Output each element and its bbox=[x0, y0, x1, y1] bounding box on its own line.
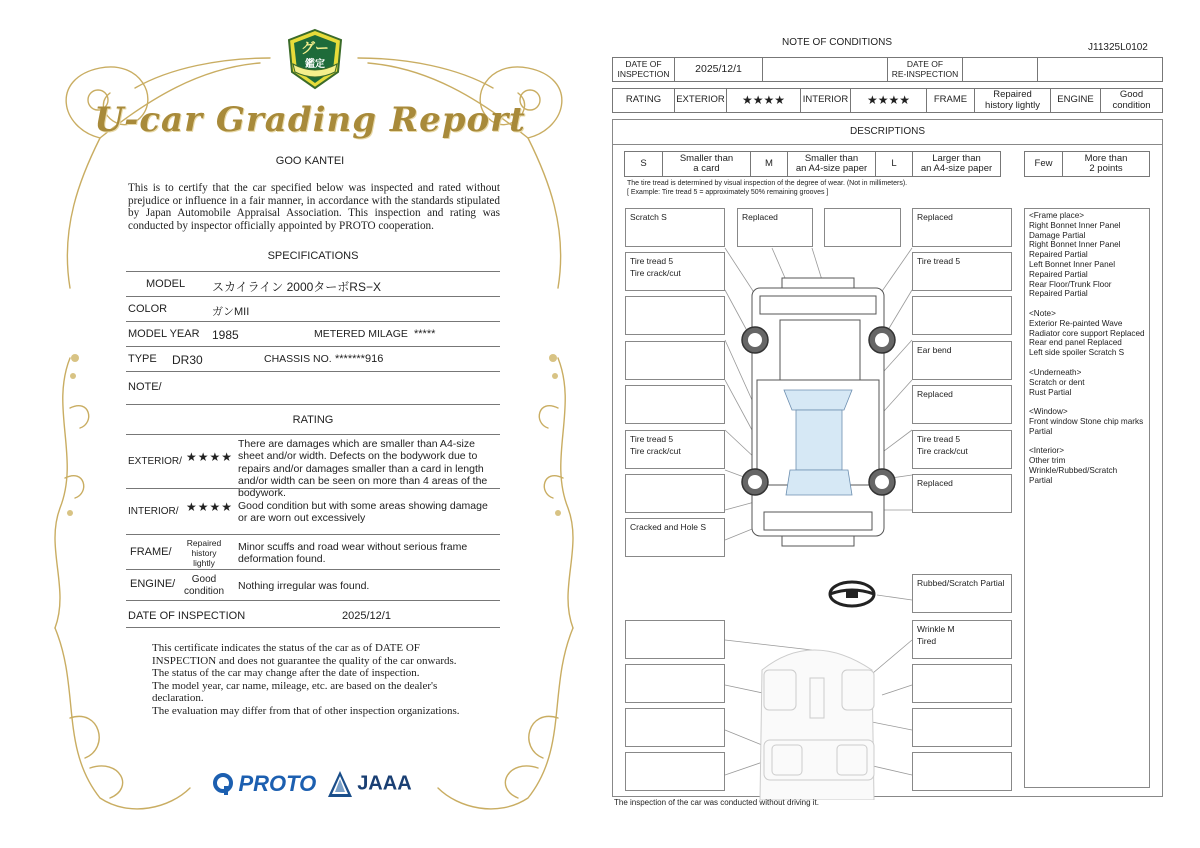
engine-description: Nothing irregular was found. bbox=[238, 580, 370, 592]
legend-line: an A4-size paper bbox=[795, 163, 868, 174]
jaaa-logo-icon bbox=[327, 770, 353, 798]
notes-panel bbox=[1024, 208, 1150, 788]
damage-box bbox=[912, 296, 1012, 335]
box-line: Tire tread 5 bbox=[630, 434, 674, 444]
steering-wheel-icon bbox=[830, 582, 874, 606]
damage-box bbox=[912, 664, 1012, 703]
notes-note-section bbox=[1029, 309, 1145, 358]
metered-mileage-label: METERED MILAGE bbox=[314, 328, 408, 340]
frame-value bbox=[974, 88, 1051, 113]
box-line: Tire crack/cut bbox=[630, 268, 681, 278]
damage-box: Scratch S bbox=[625, 208, 725, 247]
note-line: Damage Partial bbox=[1029, 230, 1086, 240]
note-line: Repaired Partial bbox=[1029, 289, 1088, 299]
report-title: U-car Grading Report bbox=[94, 100, 526, 140]
note-line: Left side spoiler Scratch S bbox=[1029, 348, 1125, 358]
legend-m: M bbox=[750, 151, 788, 177]
divider bbox=[126, 321, 500, 322]
proto-logo: PROTO bbox=[238, 771, 317, 796]
damage-box: Ear bend bbox=[912, 341, 1012, 380]
damage-box bbox=[625, 474, 725, 513]
legend-line: an A4-size paper bbox=[920, 163, 993, 174]
tire-example: [ Example: Tire tread 5 = approximately 50% remaining grooves ] bbox=[627, 189, 829, 196]
blank-cell bbox=[762, 57, 888, 82]
interior-label: INTERIOR/ bbox=[128, 506, 179, 517]
jaaa-logo: JAAA bbox=[357, 772, 412, 795]
note-line: Partial bbox=[1029, 475, 1053, 485]
damage-box bbox=[625, 252, 725, 291]
frame-label: FRAME/ bbox=[130, 546, 172, 558]
legend-line: a card bbox=[693, 163, 720, 174]
note-line: Right Bonnet Inner Panel bbox=[1029, 240, 1121, 250]
box-line: Tire crack/cut bbox=[917, 446, 968, 456]
damage-box: Tire tread 5 bbox=[912, 252, 1012, 291]
frame-value-line: history lightly bbox=[985, 99, 1040, 111]
frame-value-line: history bbox=[191, 548, 217, 558]
metered-mileage-value: ***** bbox=[414, 328, 436, 340]
legend-l-text bbox=[912, 151, 1001, 177]
rating-header: RATING bbox=[612, 88, 675, 113]
note-line: Rear end panel Replaced bbox=[1029, 338, 1122, 348]
document-id: J11325L0102 bbox=[1088, 42, 1148, 53]
note-line: Repaired Partial bbox=[1029, 250, 1088, 260]
divider bbox=[126, 534, 500, 535]
note-line: Front window Stone chip marks bbox=[1029, 416, 1144, 426]
exterior-description: There are damages which are smaller than A4-size sheet and/or width. Defects on the bodywork due to repairs and/or damages smaller than a card in length and/or width can be seen on more than 4 areas of the bodywork. bbox=[238, 438, 488, 500]
frame-value-line: Repaired bbox=[993, 89, 1032, 100]
legend-few: Few bbox=[1024, 151, 1063, 177]
engine-value-line: Good bbox=[1119, 89, 1144, 100]
note-line: Scratch or dent bbox=[1029, 377, 1085, 387]
blank-cell bbox=[1037, 57, 1163, 82]
note-line: <Note> bbox=[1029, 308, 1056, 318]
box-line: Tire tread 5 bbox=[917, 434, 961, 444]
chassis-label: CHASSIS NO. bbox=[264, 353, 332, 365]
footer-line: INSPECTION and does not guarantee the quality of the car onwards. bbox=[152, 654, 457, 667]
exterior-label: EXTERIOR/ bbox=[128, 456, 182, 467]
interior-description: Good condition but with some areas showing damage or are worn out excessively bbox=[238, 500, 488, 525]
notes-window-section bbox=[1029, 407, 1145, 436]
interior-stars: ★★★★ bbox=[850, 88, 927, 113]
descriptions-heading: DESCRIPTIONS bbox=[612, 119, 1163, 145]
footer-line: The model year, car name, mileage, etc. are based on the dealer's bbox=[152, 679, 438, 692]
legend-line: Smaller than bbox=[804, 152, 859, 164]
certificate-text: This is to certify that the car specified below was inspected and rated without prejudice or influence in a fair manner, in accordance with the standards stipulated by Japan Automobile Appraisal Association. This inspection and rating was conducted by inspector officially appointed by PROTO cooperation. bbox=[128, 182, 500, 232]
legend-s-text bbox=[662, 151, 751, 177]
footer-line: The evaluation may differ from that of other inspection organizations. bbox=[152, 704, 460, 717]
notes-frame-section bbox=[1029, 211, 1145, 299]
badge-top-text: グー bbox=[301, 41, 329, 57]
damage-box bbox=[625, 385, 725, 424]
frame-header: FRAME bbox=[926, 88, 975, 113]
note-line: Right Bonnet Inner Panel bbox=[1029, 220, 1121, 230]
footer-line: declaration. bbox=[152, 692, 204, 704]
divider bbox=[126, 271, 500, 272]
header-line: DATE OF bbox=[625, 59, 662, 69]
damage-box bbox=[625, 752, 725, 791]
divider bbox=[126, 488, 500, 489]
damage-box bbox=[625, 664, 725, 703]
damage-box bbox=[824, 208, 901, 247]
divider bbox=[126, 371, 500, 372]
reinspection-value bbox=[962, 57, 1038, 82]
note-line: Exterior Re-painted Wave bbox=[1029, 318, 1123, 328]
exterior-stars: ★★★★ bbox=[726, 88, 801, 113]
type-label: TYPE bbox=[128, 353, 157, 365]
legend-s: S bbox=[624, 151, 663, 177]
divider bbox=[126, 346, 500, 347]
type-value: DR30 bbox=[172, 353, 203, 367]
model-year-value: 1985 bbox=[212, 328, 239, 342]
note-line: <Interior> bbox=[1029, 446, 1065, 456]
engine-value bbox=[1100, 88, 1163, 113]
note-line: Left Bonnet Inner Panel bbox=[1029, 259, 1116, 269]
divider bbox=[126, 296, 500, 297]
note-line: Radiator core support Replaced bbox=[1029, 328, 1145, 338]
header-line: INSPECTION bbox=[617, 68, 670, 79]
damage-box bbox=[625, 708, 725, 747]
damage-box bbox=[912, 708, 1012, 747]
divider bbox=[126, 569, 500, 570]
report-subtitle: GOO KANTEI bbox=[275, 155, 345, 167]
divider bbox=[126, 627, 500, 628]
date-of-inspection-value: 2025/12/1 bbox=[674, 57, 763, 82]
model-label: MODEL bbox=[146, 278, 186, 290]
damage-box: Rubbed/Scratch Partial bbox=[912, 574, 1012, 613]
legend-more bbox=[1062, 151, 1150, 177]
frame-description: Minor scuffs and road wear without serious frame deformation found. bbox=[238, 541, 468, 566]
date-of-inspection-value: 2025/12/1 bbox=[342, 610, 391, 622]
damage-box: Replaced bbox=[912, 385, 1012, 424]
box-line: Tired bbox=[917, 636, 937, 646]
interior-header: INTERIOR bbox=[800, 88, 851, 113]
engine-label: ENGINE/ bbox=[130, 578, 176, 590]
damage-box bbox=[625, 620, 725, 659]
date-of-inspection-header bbox=[612, 57, 675, 82]
specifications-heading: SPECIFICATIONS bbox=[267, 250, 359, 262]
color-label: COLOR bbox=[128, 303, 168, 315]
damage-box bbox=[625, 430, 725, 469]
note-line: Repaired Partial bbox=[1029, 269, 1088, 279]
rating-heading: RATING bbox=[292, 414, 334, 426]
engine-value-line: condition bbox=[183, 585, 225, 597]
badge-main-text: 鑑定 bbox=[305, 59, 325, 70]
legend-l: L bbox=[875, 151, 913, 177]
legend-m-text bbox=[787, 151, 876, 177]
damage-box bbox=[912, 752, 1012, 791]
engine-value-line: condition bbox=[1112, 99, 1151, 111]
note-line: <Window> bbox=[1029, 407, 1068, 417]
exterior-header: EXTERIOR bbox=[674, 88, 727, 113]
legend-line: Larger than bbox=[932, 152, 981, 164]
exterior-stars: ★★★★ bbox=[186, 450, 234, 464]
damage-box: Cracked and Hole S bbox=[625, 518, 725, 557]
proto-logo-icon bbox=[212, 772, 234, 796]
certificate-footer bbox=[152, 642, 482, 717]
note-line: <Frame place> bbox=[1029, 211, 1085, 220]
box-line: Wrinkle M bbox=[917, 624, 955, 634]
note-label: NOTE/ bbox=[128, 381, 162, 393]
damage-box: Replaced bbox=[737, 208, 813, 247]
divider bbox=[126, 600, 500, 601]
conditions-title: NOTE OF CONDITIONS bbox=[782, 37, 892, 48]
model-value: スカイライン 2000ターボRS−X bbox=[212, 280, 381, 294]
header-line: RE-INSPECTION bbox=[891, 68, 959, 79]
reinspection-header bbox=[887, 57, 963, 82]
damage-box bbox=[625, 341, 725, 380]
note-line: Partial bbox=[1029, 426, 1053, 436]
tire-note: The tire tread is determined by visual inspection of the degree of wear. (Not in millimeters). bbox=[627, 180, 908, 187]
engine-value-line: Good bbox=[191, 574, 217, 585]
legend-line: Smaller than bbox=[679, 152, 734, 164]
legend-line: More than bbox=[1084, 152, 1128, 164]
divider bbox=[126, 434, 500, 435]
footer-line: The status of the car may change after the date of inspection. bbox=[152, 667, 420, 679]
logo-row bbox=[212, 770, 412, 798]
note-line: Wrinkle/Rubbed/Scratch bbox=[1029, 465, 1118, 475]
footer-line: This certificate indicates the status of the car as of DATE OF bbox=[152, 642, 420, 654]
note-line: Rear Floor/Trunk Floor bbox=[1029, 279, 1112, 289]
engine-header: ENGINE bbox=[1050, 88, 1101, 113]
engine-value bbox=[176, 574, 232, 597]
date-of-inspection-label: DATE OF INSPECTION bbox=[128, 610, 246, 622]
box-line: Tire tread 5 bbox=[630, 256, 674, 266]
note-line: Other trim bbox=[1029, 456, 1066, 466]
frame-value-line: lightly bbox=[193, 558, 215, 568]
box-line: Tire crack/cut bbox=[630, 446, 681, 456]
notes-underneath-section bbox=[1029, 368, 1145, 397]
damage-box bbox=[912, 620, 1012, 659]
divider bbox=[126, 404, 500, 405]
color-value: ガンMII bbox=[212, 306, 250, 318]
interior-stars: ★★★★ bbox=[186, 500, 234, 514]
model-year-label: MODEL YEAR bbox=[128, 328, 200, 340]
chassis-value: *******916 bbox=[335, 353, 384, 365]
legend-line: 2 points bbox=[1089, 163, 1123, 174]
damage-box: Replaced bbox=[912, 474, 1012, 513]
note-line: Rust Partial bbox=[1029, 387, 1072, 397]
damage-box bbox=[625, 296, 725, 335]
damage-box: Replaced bbox=[912, 208, 1012, 247]
note-line: <Underneath> bbox=[1029, 367, 1082, 377]
frame-value-line: Repaired bbox=[186, 538, 222, 548]
frame-value bbox=[176, 538, 232, 568]
inspection-disclaimer: The inspection of the car was conducted without driving it. bbox=[614, 798, 819, 807]
header-line: DATE OF bbox=[906, 59, 944, 69]
goo-kantei-badge bbox=[286, 28, 344, 92]
damage-box bbox=[912, 430, 1012, 469]
notes-interior-section bbox=[1029, 446, 1145, 485]
